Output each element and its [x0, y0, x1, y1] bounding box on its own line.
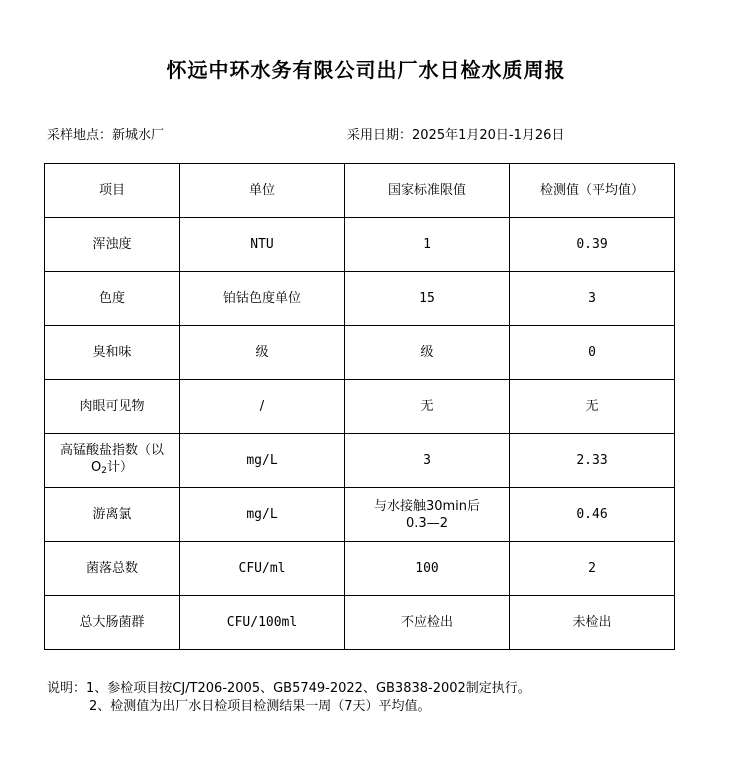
item-cell: 浑浊度	[45, 218, 180, 272]
value-cell: 0	[510, 326, 675, 380]
unit-cell: CFU/ml	[180, 542, 345, 596]
value-cell: 2	[510, 542, 675, 596]
value-cell: 2.33	[510, 434, 675, 488]
limit-cell: 100	[345, 542, 510, 596]
value-cell: 0.39	[510, 218, 675, 272]
item-line-1: 高锰酸盐指数（以	[59, 442, 164, 458]
limit-cell	[345, 488, 510, 542]
item-cell: 游离氯	[45, 488, 180, 542]
report-title: 怀远中环水务有限公司出厂水日检水质周报	[166, 58, 566, 82]
limit-cell: 3	[345, 434, 510, 488]
table-row	[45, 488, 675, 542]
table-row	[45, 542, 675, 596]
item-line-2-subscript: 2	[101, 465, 107, 476]
item-cell: 色度	[45, 272, 180, 326]
limit-cell: 15	[345, 272, 510, 326]
value-cell: 未检出	[510, 596, 675, 650]
limit-line-2: 0.3—2	[406, 515, 448, 531]
table-row	[45, 272, 675, 326]
note-line-2: 2、检测值为出厂水日检项目检测结果一周（7天）平均值。	[89, 699, 431, 714]
table-row	[45, 434, 675, 488]
item-cell: 总大肠菌群	[45, 596, 180, 650]
table-row	[45, 596, 675, 650]
item-line-2a: O	[91, 459, 102, 475]
value-cell: 无	[510, 380, 675, 434]
unit-cell: 铂钴色度单位	[180, 272, 345, 326]
header-item: 项目	[45, 164, 180, 218]
limit-cell: 1	[345, 218, 510, 272]
table-row	[45, 218, 675, 272]
unit-cell: NTU	[180, 218, 345, 272]
limit-cell: 级	[345, 326, 510, 380]
unit-cell: /	[180, 380, 345, 434]
sampling-date: 采用日期：2025年1月20日-1月26日	[347, 128, 565, 143]
item-cell	[45, 434, 180, 488]
header-unit: 单位	[180, 164, 345, 218]
header-limit: 国家标准限值	[345, 164, 510, 218]
header-value: 检测值（平均值）	[510, 164, 675, 218]
unit-cell: CFU/100ml	[180, 596, 345, 650]
note-line-1: 说明：1、参检项目按CJ/T206-2005、GB5749-2022、GB3838-2002制定执行。	[47, 681, 531, 696]
table-row	[45, 326, 675, 380]
sampling-site: 采样地点：新城水厂	[47, 128, 165, 143]
unit-cell: mg/L	[180, 488, 345, 542]
table-row	[45, 380, 675, 434]
water-quality-table	[44, 163, 675, 650]
item-cell: 菌落总数	[45, 542, 180, 596]
limit-line-1: 与水接触30min后	[373, 498, 481, 514]
item-cell: 肉眼可见物	[45, 380, 180, 434]
item-line-2b: 计）	[106, 459, 133, 475]
value-cell: 3	[510, 272, 675, 326]
unit-cell: mg/L	[180, 434, 345, 488]
limit-cell: 不应检出	[345, 596, 510, 650]
value-cell: 0.46	[510, 488, 675, 542]
limit-cell: 无	[345, 380, 510, 434]
table-header-row	[45, 164, 675, 218]
unit-cell: 级	[180, 326, 345, 380]
item-cell: 臭和味	[45, 326, 180, 380]
